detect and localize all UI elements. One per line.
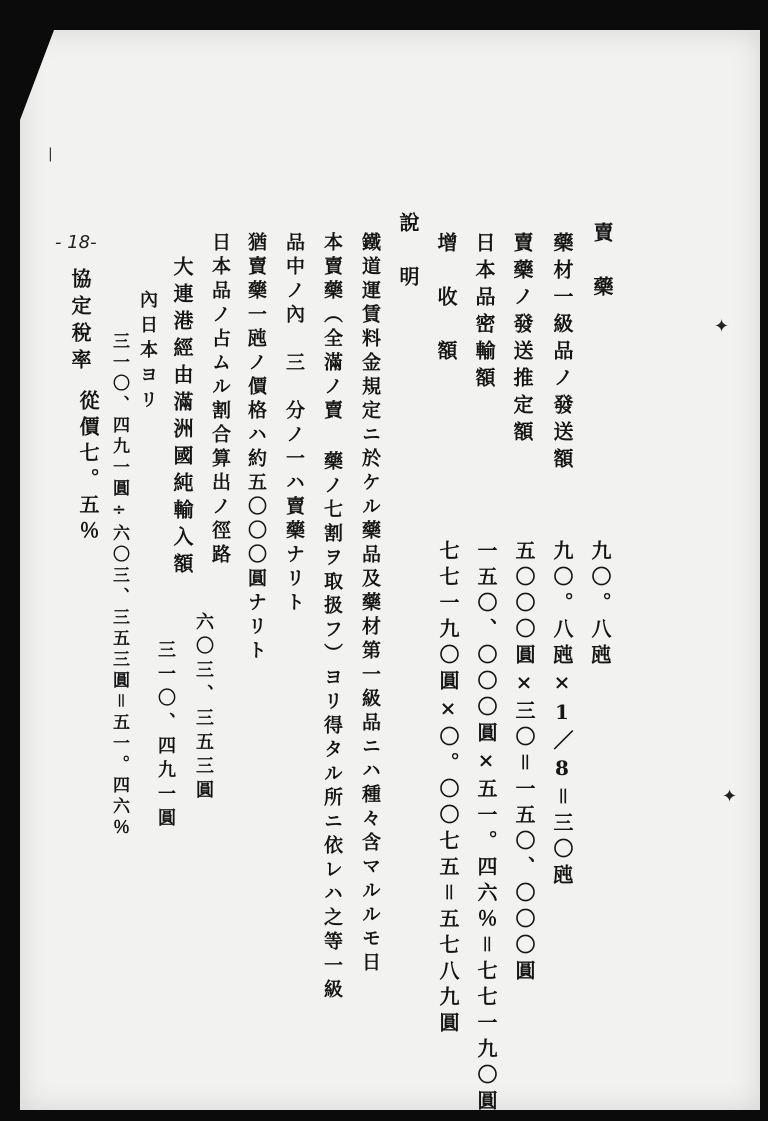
explanation-line: 猶賣藥一瓲ノ價格ハ約五〇〇〇圓ナリト: [245, 232, 267, 664]
title: 賣 藥: [590, 222, 614, 303]
ink-mark: ✦: [714, 316, 730, 337]
page-number: - 18-: [55, 232, 97, 253]
document-page: [20, 30, 760, 1110]
ink-mark: |: [48, 146, 53, 162]
tariff-value: 從價七。五％: [76, 390, 100, 546]
route-value: 六〇三、三五三圓: [193, 612, 214, 804]
row-value: 九〇。八瓲: [588, 540, 612, 670]
row-value: 九〇。八瓲×1／8＝三〇瓲: [550, 540, 574, 890]
row-value: 五〇〇〇圓×三〇＝一五〇、〇〇〇圓: [512, 540, 536, 986]
explanation-line: 本賣藥（全滿ノ賣 藥ノ七割ヲ取扱フ）ヨリ得タル所ニ依レハ之等一級: [321, 232, 343, 1003]
row-label: 賣藥ノ發送推定額: [510, 232, 534, 448]
japan-value: 三一〇、四九一圓: [155, 640, 176, 832]
folded-corner: [20, 30, 54, 120]
row-value: 七七一九〇圓×〇。〇〇七五＝五七八九圓: [436, 540, 460, 1038]
subtitle: 藥材一級品ノ發送額: [550, 232, 574, 475]
ink-mark: ✦: [722, 786, 738, 807]
explanation-line: 品中ノ內 三 分ノ一ハ賣藥ナリト: [283, 232, 305, 616]
japan-label: 內日本ヨリ: [137, 290, 158, 415]
row-value: 一五〇、〇〇〇圓×五一。四六％＝七七一九〇圓: [474, 540, 498, 1116]
row-label: 增 收 額: [434, 232, 458, 367]
explanation-line: 鐵道運賃料金規定ニ於ケル藥品及藥材第一級品ニハ種々含マルルモ日: [359, 232, 381, 976]
route-label: 大連港經由滿洲國純輸入額: [170, 256, 194, 580]
explanation-heading: 說 明: [396, 212, 420, 293]
tariff-label: 協定稅率: [68, 268, 92, 376]
row-label: 日本品密輸額: [472, 232, 496, 394]
explanation-line: 日本品ノ占ムル割合算出ノ徑路: [209, 232, 231, 568]
ratio-line: 三一〇、四九一圓÷六〇三、三五三圓＝五一。四六％: [109, 332, 129, 839]
